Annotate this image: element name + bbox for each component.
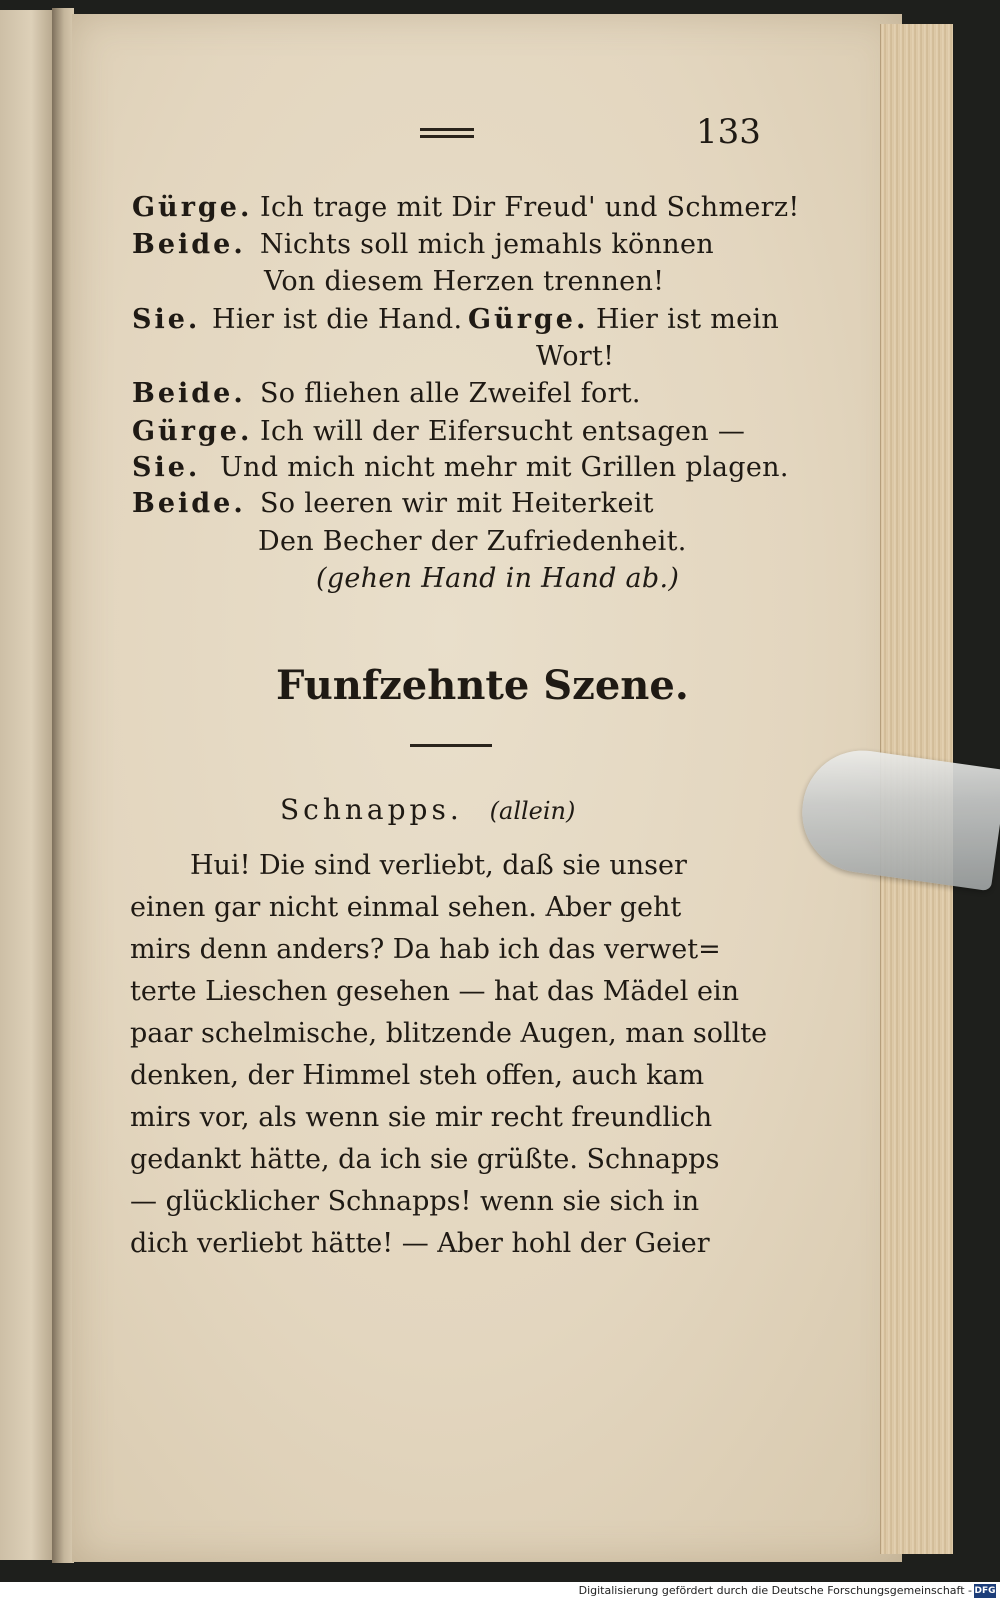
verse-line [132,416,746,447]
verse-text: Hier ist die Hand. [212,304,463,335]
verse-line [132,304,780,335]
scene-speaker-line [280,793,575,826]
prose-line: terte Lieschen gesehen — hat das Mädel ein [130,976,739,1007]
verse-text: Wort! [536,341,615,372]
prose-line: mirs denn anders? Da hab ich das verwet= [130,934,721,965]
verse-text: So leeren wir mit Heiterkeit [260,488,654,519]
prose-line: paar schelmische, blitzende Augen, man sollte [130,1018,768,1049]
prose-line: gedankt hätte, da ich sie grüßte. Schnapps [130,1144,720,1175]
verse-text: Den Becher der Zufriedenheit. [258,526,687,557]
verse-text: Ich will der Eifersucht entsagen — [260,416,746,447]
verse-line [132,378,641,409]
speaker-label: Sie. [132,452,201,483]
verse-line [132,488,654,519]
speaker-label: Sie. [132,304,201,335]
stage-direction-text: (gehen Hand in Hand ab.) [316,563,680,594]
page-number: 133 [696,112,761,152]
speaker-label: Beide. [132,488,246,519]
verse-text: So fliehen alle Zweifel fort. [260,378,641,409]
header-double-rule [420,128,474,138]
book-gutter [52,8,74,1563]
prose-line: mirs vor, als wenn sie mir recht freundlich [130,1102,713,1133]
verse-line [258,526,687,557]
stage-direction [316,563,679,594]
speaker-label: Gürge. [132,416,253,447]
scene-speaker: Schnapps. [280,793,463,826]
verse-line [264,266,664,297]
scene-divider [410,744,492,747]
verse-line [132,192,800,223]
verse-text: Hier ist mein [596,304,780,335]
prose-line: einen gar nicht einmal sehen. Aber geht [130,892,682,923]
speaker-label: Gürge. [468,304,589,335]
footer-bar [0,1582,1000,1601]
scene-title: Funfzehnte Szene. [276,662,689,709]
verse-line [536,341,614,372]
scene-direction: (allein) [489,797,576,825]
speaker-label: Beide. [132,229,246,260]
speaker-label: Gürge. [132,192,253,223]
verse-text: Ich trage mit Dir Freud' und Schmerz! [260,192,800,223]
funding-credit: Digitalisierung gefördert durch die Deutsche Forschungsgemeinschaft - [578,1584,972,1597]
prose-line: — glücklicher Schnapps! wenn sie sich in [130,1186,700,1217]
speaker-label: Beide. [132,378,246,409]
dfg-logo-icon: DFG [974,1586,996,1596]
verse-line [132,229,714,260]
verse-line [132,452,789,483]
verse-text: Nichts soll mich jemahls können [260,229,714,260]
prose-line: denken, der Himmel steh offen, auch kam [130,1060,705,1091]
prose-line: dich verliebt hätte! — Aber hohl der Geier [130,1228,710,1259]
left-page-edge [0,10,54,1560]
verse-text: Und mich nicht mehr mit Grillen plagen. [220,452,789,483]
verse-text: Von diesem Herzen trennen! [264,266,665,297]
prose-line: Hui! Die sind verliebt, daß sie unser [190,850,687,881]
